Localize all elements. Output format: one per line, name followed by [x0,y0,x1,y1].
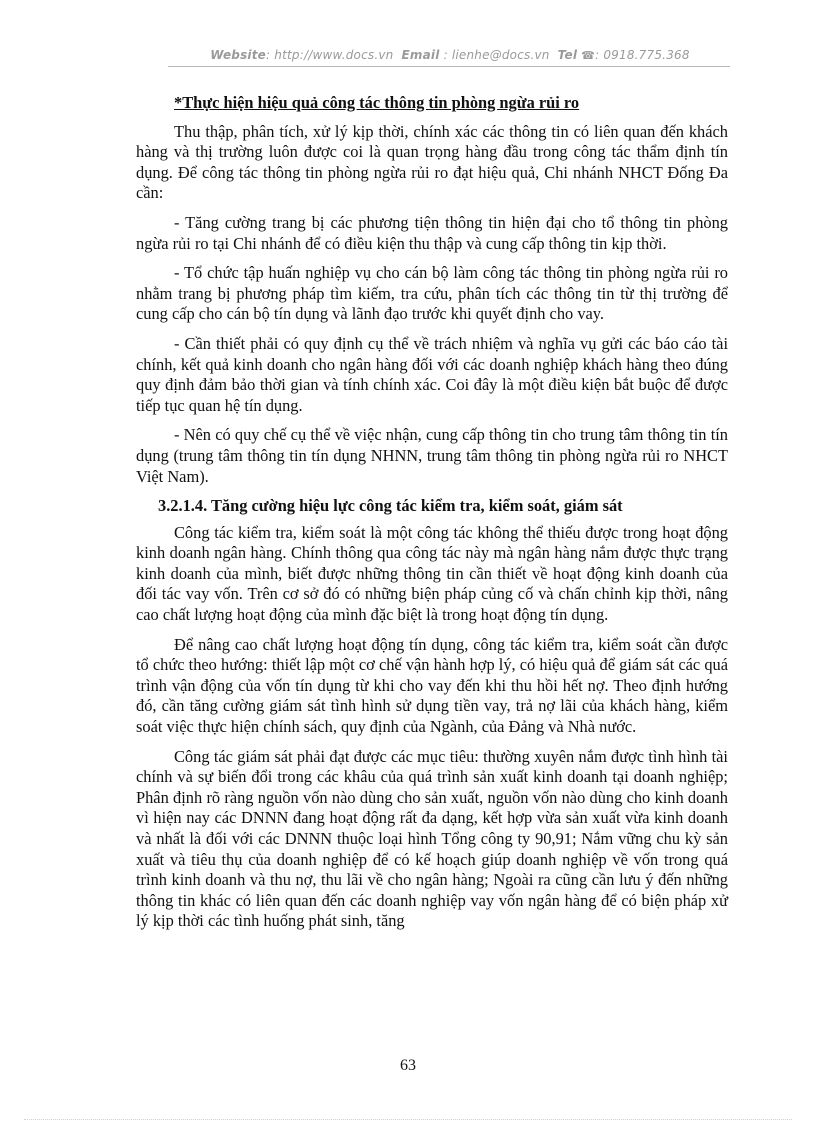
page-number: 63 [400,1057,416,1074]
paragraph-8: Công tác giám sát phải đạt được các mục tiêu: thường xuyên nắm được tình hình tài chính và sự biến đổi trong các khâu của quá trình sản xuất kinh doanh tại doanh nghiệp; Phân định rõ ràng nguồn vốn nào dùng cho sản xuất, nguồn vốn nào dùng cho kinh doanh vì hiện nay các DNNN đang hoạt động rất đa dạng, kết hợp vừa sản xuất vừa kinh doanh và nhất là đối với các DNNN thuộc loại hình Tổng công ty 90,91; Nắm vững chu kỳ sản xuất và tiêu thụ của doanh nghiệp để có kế hoạch giúp doanh nghiệp về vốn trong quá trình kinh doanh và thu nợ, thu lãi về cho ngân hàng; Ngoài ra cũng cần lưu ý đến những thông tin khác có liên quan đến các doanh nghiệp vay vốn ngân hàng để có biện pháp xử lý kịp thời các tình huống phát sinh, tăng [136,746,728,931]
email-address[interactable]: : lienhe@docs.vn [443,48,550,62]
document-body [136,93,728,941]
paragraph-4: - Cần thiết phải có quy định cụ thể về trách nhiệm và nghĩa vụ gửi các báo cáo tài chính, kết quả kinh doanh cho ngân hàng đối với các doanh nghiệp khách hàng theo đúng quy định đảm bảo thời gian và tính chính xác. Coi đây là một điều kiện bắt buộc để được tiếp tục quan hệ tín dụng. [136,333,728,415]
tel-number: : 0918.775.368 [595,48,690,62]
website-url[interactable]: : http://www.docs.vn [266,48,394,62]
phone-icon: ☎ [581,49,596,62]
paragraph-1: Thu thập, phân tích, xử lý kịp thời, chính xác các thông tin có liên quan đến khách hàng và thị trường luôn được coi là quan trọng hàng đầu trong công tác thẩm định tín dụng. Để công tác thông tin phòng ngừa rủi ro đạt hiệu quả, Chi nhánh NHCT Đống Đa cần: [136,121,728,203]
header-divider [168,66,730,67]
paragraph-2: - Tăng cường trang bị các phương tiện thông tin hiện đại cho tổ thông tin phòng ngừa rủi ro tại Chi nhánh để có điều kiện thu thập và cung cấp thông tin kịp thời. [136,212,728,253]
website-label: Website [210,48,267,62]
page-bottom-edge [24,1119,792,1120]
paragraph-6: Công tác kiểm tra, kiểm soát là một công tác không thể thiếu được trong hoạt động kinh doanh ngân hàng. Chính thông qua công tác này mà ngân hàng nắm được thực trạng kinh doanh của mình, biết được những thông tin cần thiết về hoạt động kinh doanh của đối tác vay vốn. Trên cơ sở đó có những biện pháp củng cố và chấn chỉnh kịp thời, nâng cao chất lượng hoạt động của mình đặc biệt là trong hoạt động tín dụng. [136,522,728,625]
section-heading-3-2-1-4: 3.2.1.4. Tăng cường hiệu lực công tác kiểm tra, kiểm soát, giám sát [158,496,623,516]
paragraph-3: - Tổ chức tập huấn nghiệp vụ cho cán bộ làm công tác thông tin phòng ngừa rủi ro nhằm trang bị phương pháp tìm kiếm, tra cứu, phân tích các thông tin từ thị trường để cung cấp cho cán bộ tín dụng và lãnh đạo trước khi quyết định cho vay. [136,263,728,324]
paragraph-7: Để nâng cao chất lượng hoạt động tín dụng, công tác kiểm tra, kiểm soát cần được tổ chức theo hướng: thiết lập một cơ chế vận hành hợp lý, có hiệu quả để giám sát các quá trình vận động của vốn tín dụng từ khi cho vay đến khi thu hồi hết nợ. Theo định hướng đó, cần tăng cường giám sát tình hình sử dụng tiền vay, trả nợ lãi của khách hàng, kiểm soát việc thực hiện chính sách, quy định của Ngành, của Đảng và Nhà nước. [136,634,728,737]
email-label: Email [401,48,440,62]
paragraph-5: - Nên có quy chế cụ thể về việc nhận, cung cấp thông tin cho trung tâm thông tin tín dụng (trung tâm thông tin tín dụng NHNN, trung tâm thông tin phòng ngừa rủi ro NHCT Việt Nam). [136,425,728,486]
section-heading-info: *Thực hiện hiệu quả công tác thông tin phòng ngừa rủi ro [174,93,580,112]
tel-label: Tel [557,48,578,62]
page-header [170,48,730,62]
